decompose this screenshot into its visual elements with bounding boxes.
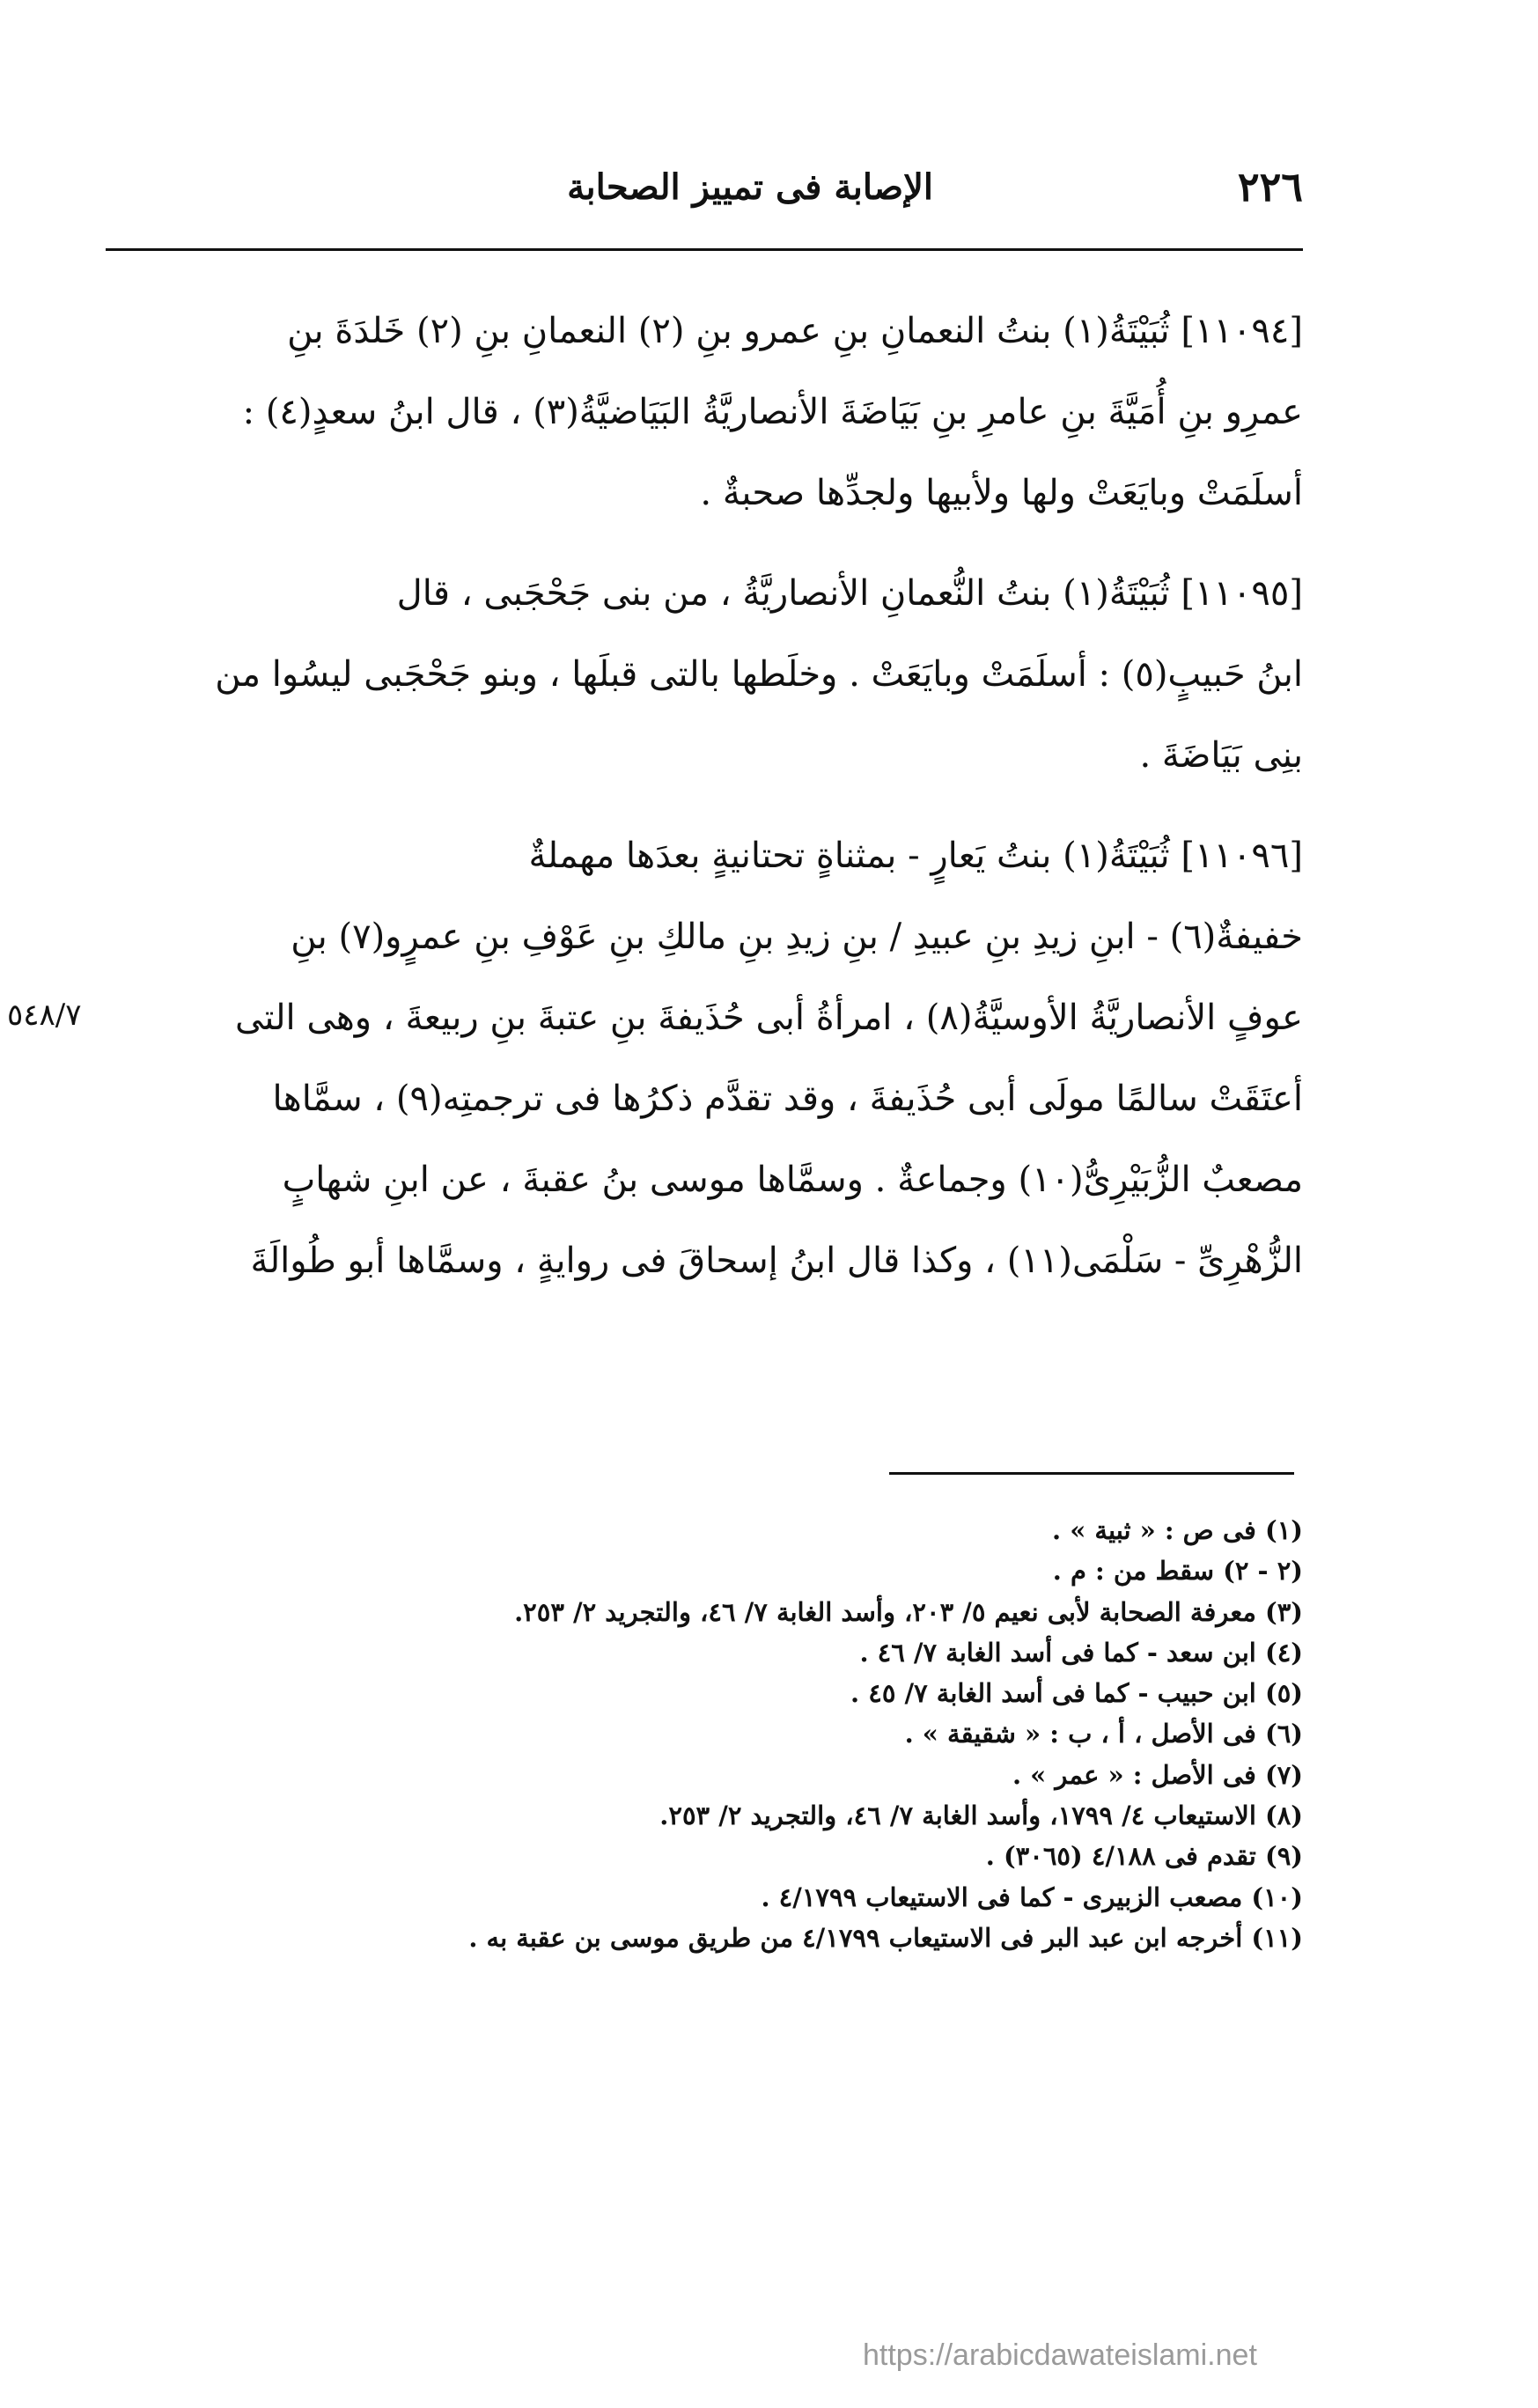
footnote: (١) فى ص : « ثبية » . [1052,1515,1303,1545]
footnote: (٧) فى الأصل : « عمر » . [1012,1759,1303,1790]
watermark-url: https://arabicdawateislami.net [863,2338,1257,2372]
footnote: (٩) تقدم فى ٤/١٨٨ (٣٠٦٥) . [985,1841,1303,1872]
page-number: ٢٢٦ [1237,163,1303,210]
footnote: (٨) الاستيعاب ٤/ ١٧٩٩، وأسد الغابة ٧/ ٤٦، والتجريد ٢/ ٢٥٣. [659,1800,1303,1831]
entry-11094 [106,291,1303,534]
footnote: (١٠) مصعب الزبيرى - كما فى الاستيعاب ٤/١٧٩٩ . [761,1881,1303,1912]
entry-11096 [106,815,1303,1301]
footnote-rule [889,1472,1294,1475]
text-line: [١١٠٩٦] ثُبَيْتَةُ(١) بنتُ يَعارٍ - بمثناةٍ تحتانيةٍ بعدَها مهملةٌ [528,836,1303,876]
text-line: الزُّهْرِىِّ - سَلْمَى(١١) ، وكذا قال ابنُ إسحاقَ فى روايةٍ ، وسمَّاها أبو طُوالَةَ [250,1241,1303,1281]
text-line: أعتَقَتْ سالمًا مولَى أبى حُذَيفةَ ، وقد تقدَّم ذكرُها فى ترجمتِه(٩) ، سمَّاها [272,1079,1303,1119]
text-line: [١١٠٩٥] ثُبَيْتَةُ(١) بنتُ النُّعمانِ الأنصاريَّةُ ، من بنى جَحْجَبى ، قال [396,573,1303,614]
entry-11095 [106,553,1303,796]
footnote: (٥) ابن حبيب - كما فى أسد الغابة ٧/ ٤٥ . [850,1678,1303,1709]
text-line: مصعبٌ الزُّبَيْرِىُّ(١٠) وجماعةٌ . وسمَّاها موسى بنُ عقبةَ ، عن ابنِ شهابٍ [282,1160,1303,1200]
footnote: (٦) فى الأصل ، أ ، ب : « شقيقة » . [904,1719,1303,1749]
text-line: عوفٍ الأنصاريَّةُ الأوسيَّةُ(٨) ، امرأةُ أبى حُذَيفةَ بنِ عتبةَ بنِ ربيعةَ ، وهى التى [234,998,1303,1038]
footnote: (٣) معرفة الصحابة لأبى نعيم ٥/ ٢٠٣، وأسد الغابة ٧/ ٤٦، والتجريد ٢/ ٢٥٣. [514,1596,1303,1627]
text-line: ابنُ حَبيبٍ(٥) : أسلَمَتْ وبايَعَتْ . وخلَطها بالتى قبلَها ، وبنو جَحْجَبى ليسُوا من [215,654,1303,695]
text-line: بنِى بَيَاضَةَ . [1139,735,1303,776]
text-line: خفيفةٌ(٦) - ابنِ زيدِ بنِ عبيدِ / بنِ زيدِ بنِ مالكِ بنِ عَوْفِ بنِ عمرٍو(٧) بنِ [291,917,1303,957]
main-text [106,291,1303,1321]
margin-reference: ٥٤٨/٧ [7,998,82,1033]
footnote: (٢ - ٢) سقط من : م . [1052,1556,1303,1587]
header-rule [106,248,1303,251]
footnote: (٤) ابن سعد - كما فى أسد الغابة ٧/ ٤٦ . [859,1637,1303,1668]
footnote: (١١) أخرجه ابن عبد البر فى الاستيعاب ٤/١٧٩٩ من طريق موسى بن عقبة به . [468,1922,1303,1953]
text-line: أسلَمَتْ وبايَعَتْ ولها ولأبيها ولجدِّها صحبةٌ . [700,473,1303,513]
text-line: [١١٠٩٤] ثُبَيْتَةُ(١) بنتُ النعمانِ بنِ عمرو بنِ (٢) النعمانِ بنِ (٢) خَلدَةَ بنِ [287,311,1303,351]
footnotes [106,1510,1303,1958]
page-header [106,163,1303,225]
text-line: عمرِو بنِ أُمَيَّةَ بنِ عامرِ بنِ بَيَاضَةَ الأنصاريَّةُ البَيَاضيَّةُ(٣) ، قال ابنُ سعدٍ(٤) : [242,392,1303,432]
book-title: الإصابة فى تمييز الصحابة [567,166,933,208]
